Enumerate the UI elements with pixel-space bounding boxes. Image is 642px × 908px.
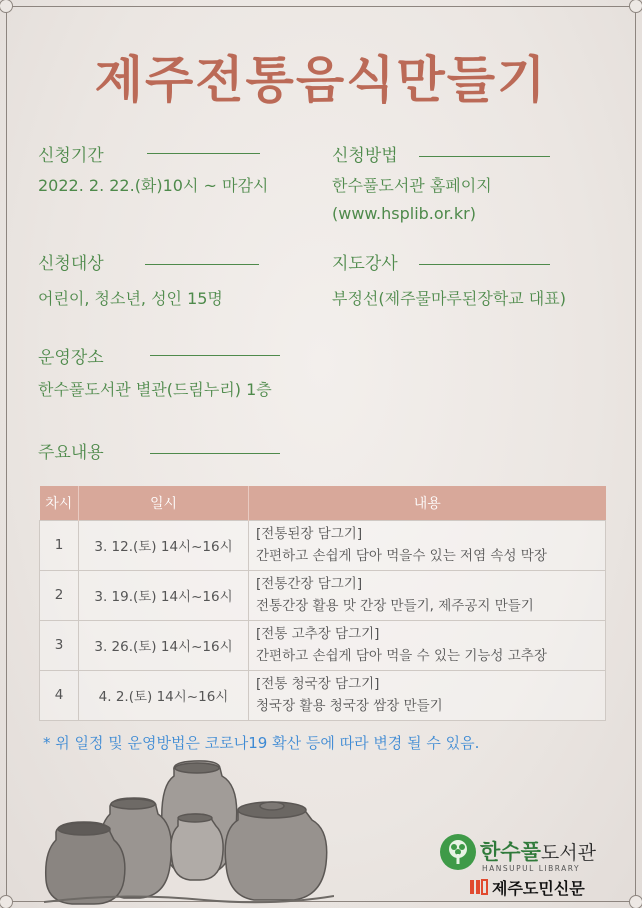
session-desc: 청국장 활용 청국장 쌈장 만들기 [256,698,443,714]
content-underline [150,453,280,454]
target-value: 어린이, 청소년, 성인 15명 [38,289,223,308]
period-label: 신청기간 [38,146,104,166]
library-name-green: 한수풀 [480,840,541,864]
frame-corner-bl [0,895,13,908]
schedule-header-date: 일시 [79,486,249,520]
instructor-value: 부정선(제주물마루된장학교 대표) [332,289,566,308]
session-title: [전통 청국장 담그기] [256,676,380,692]
method-label: 신청방법 [332,146,398,166]
session-date: 3. 26.(토) 14시~16시 [79,620,249,670]
session-no: 1 [40,520,79,570]
content-label: 주요내용 [38,443,104,463]
method-underline [419,156,550,157]
session-content [249,620,606,670]
library-name-black: 도서관 [540,842,596,864]
session-title: [전통간장 담그기] [256,576,363,592]
session-desc: 간편하고 손쉽게 담아 먹을수 있는 저염 속성 막장 [256,548,547,564]
instructor-label: 지도강사 [332,254,398,274]
library-english-name: HANSUPUL LIBRARY [482,864,581,873]
session-desc: 전통간장 활용 맛 간장 만들기, 제주공지 만들기 [256,598,534,614]
schedule-table [39,486,606,721]
target-label: 신청대상 [38,254,104,274]
method-value-line2: (www.hsplib.or.kr) [332,204,476,223]
schedule-header-no: 차시 [40,486,79,520]
session-no: 3 [40,620,79,670]
session-date: 4. 2.(토) 14시~16시 [79,670,249,720]
newspaper-logo-icon [470,879,488,895]
target-underline [145,264,259,265]
table-row [40,570,606,620]
schedule-header-content: 내용 [249,486,606,520]
session-no: 4 [40,670,79,720]
notice-text: * 위 일정 및 운영방법은 코로나19 확산 등에 따라 변경 될 수 있음. [43,734,480,752]
session-content [249,570,606,620]
tree-logo-icon [440,834,476,870]
newspaper-name: 제주도민신문 [492,879,585,898]
session-date: 3. 12.(토) 14시~16시 [79,520,249,570]
instructor-underline [419,264,550,265]
crock-jars-illustration [44,756,334,906]
method-value-line1: 한수풀도서관 홈페이지 [332,176,492,195]
poster-title: 제주전통음식만들기 [94,51,548,109]
period-underline [147,153,260,154]
session-no: 2 [40,570,79,620]
frame-corner-tr [629,0,642,13]
newspaper-logo [470,876,610,900]
venue-value: 한수풀도서관 별관(드림누리) 1층 [38,380,272,399]
session-date: 3. 19.(토) 14시~16시 [79,570,249,620]
table-row [40,670,606,720]
session-content [249,670,606,720]
library-name [480,836,596,866]
session-title: [전통된장 담그기] [256,526,363,542]
schedule-header-row [40,486,606,520]
session-title: [전통 고추장 담그기] [256,626,380,642]
session-content [249,520,606,570]
table-row [40,620,606,670]
venue-label: 운영장소 [38,348,104,368]
venue-underline [150,355,280,356]
session-desc: 간편하고 손쉽게 담아 먹을 수 있는 기능성 고추장 [256,648,547,664]
period-value: 2022. 2. 22.(화)10시 ~ 마감시 [38,176,269,195]
frame-corner-br [629,895,642,908]
table-row [40,520,606,570]
